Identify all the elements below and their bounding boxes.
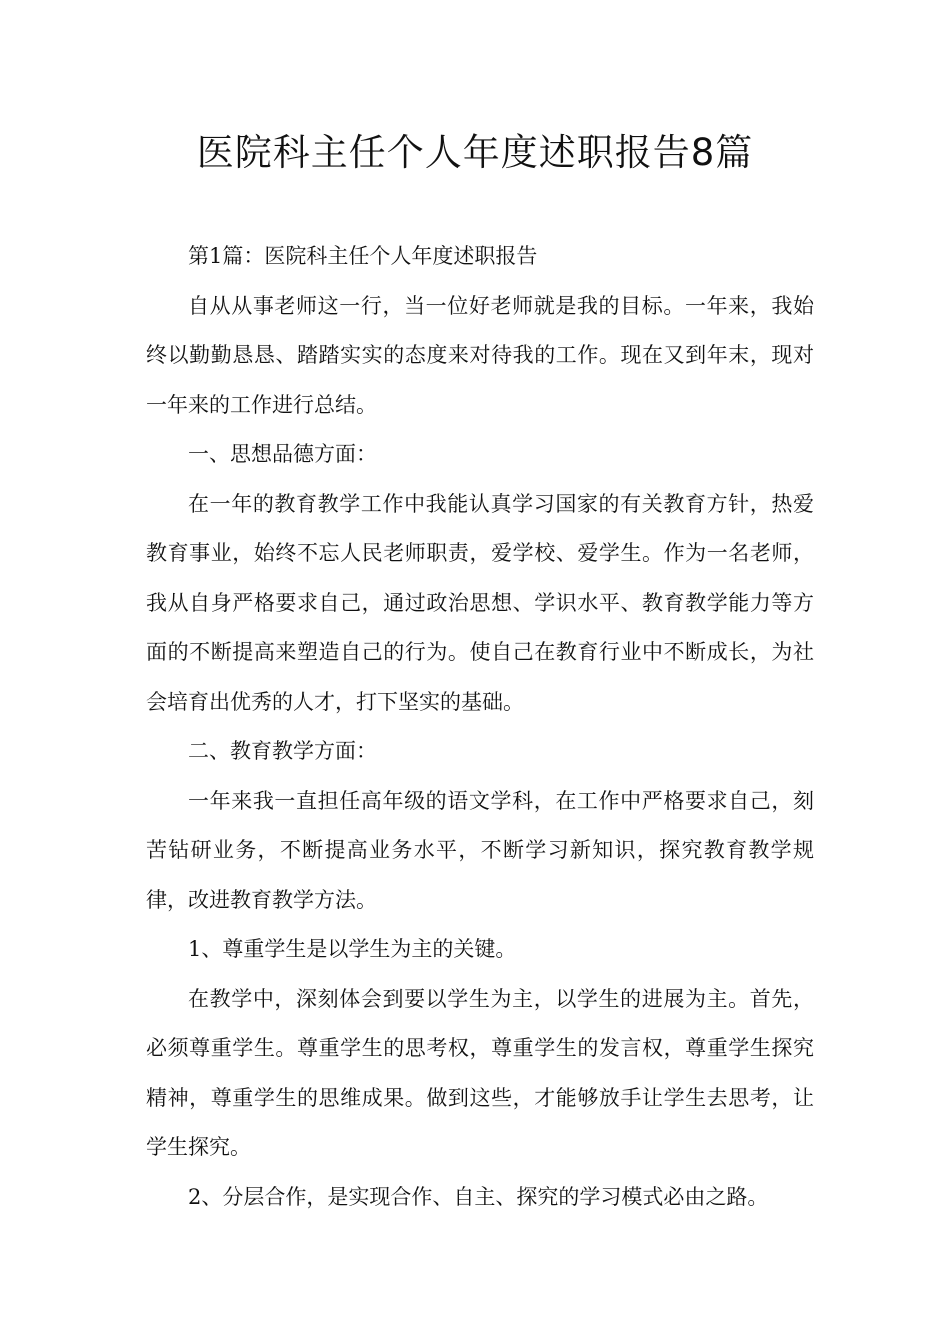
section-heading: 第1篇：医院科主任个人年度述职报告 [188,244,538,268]
numbered-point: 1、尊重学生是以学生为主的关键。 [188,937,517,961]
body-paragraph: 自从从事老师这一行，当一位好老师就是我的目标。一年来，我始终以勤勤恳恳、踏踏实实的态度来对待我的工作。现在又到年末，现对一年来的工作进行总结。 [146,293,814,417]
body-paragraph: 在一年的教育教学工作中我能认真学习国家的有关教育方针，热爱教育事业，始终不忘人民老师职责，爱学校、爱学生。作为一名老师，我从自身严格要求自己，通过政治思想、学识水平、教育教学能力等方面的不断提高来塑造自己的行为。使自己在教育行业中不断成长，为社会培育出优秀的人才，打下坚实的基础。 [146,491,814,714]
section-heading: 一、思想品德方面： [188,442,377,466]
section-heading: 二、教育教学方面： [188,739,377,763]
body-paragraph: 在教学中，深刻体会到要以学生为主，以学生的进展为主。首先，必须尊重学生。尊重学生的思考权，尊重学生的发言权，尊重学生探究精神，尊重学生的思维成果。做到这些，才能够放手让学生去思考，让学生探究。 [146,986,814,1159]
document-body [146,232,814,1222]
body-paragraph: 一年来我一直担任高年级的语文学科，在工作中严格要求自己，刻苦钻研业务，不断提高业务水平，不断学习新知识，探究教育教学规律，改进教育教学方法。 [146,788,814,912]
document-title: 医院科主任个人年度述职报告8篇 [196,131,754,174]
numbered-point: 2、分层合作，是实现合作、自主、探究的学习模式必由之路。 [188,1184,769,1209]
